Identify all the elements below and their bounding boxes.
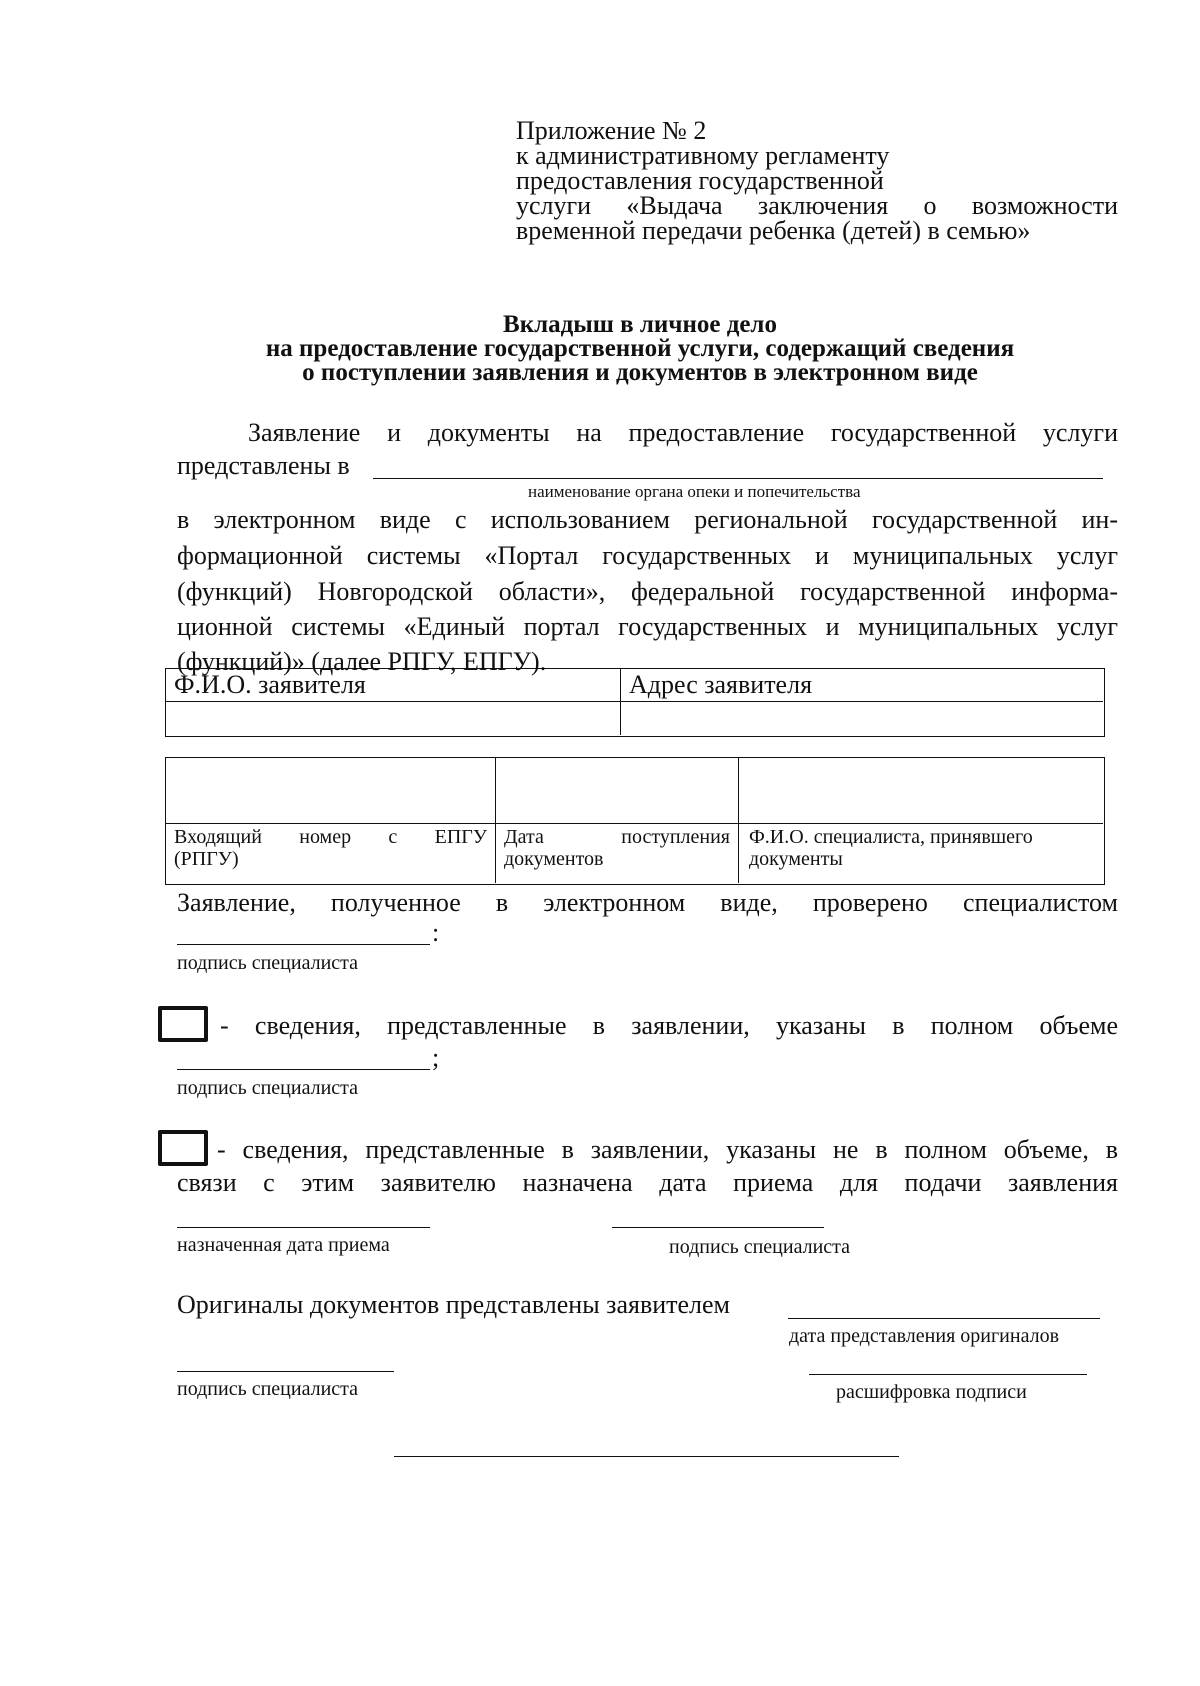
title-line-1: Вкладыш в личное дело — [503, 311, 777, 338]
receipt-table — [165, 757, 1105, 885]
partial-info-signature-line[interactable] — [612, 1227, 824, 1228]
appendix-line-5: временной передачи ребенка (детей) в семью» — [516, 216, 1031, 245]
applicant-table — [165, 668, 1105, 737]
incoming-number-cell[interactable] — [166, 758, 496, 824]
intro-line-3: в электронном виде с использованием региональной государственной ин- — [177, 505, 1118, 534]
intro-line-2-prefix: представлены в — [177, 451, 350, 480]
partial-info-line-2: связи с этим заявителю назначена дата приема для подачи заявления — [177, 1168, 1118, 1197]
originals-decoding-line[interactable] — [809, 1374, 1087, 1375]
full-info-signature-caption: подпись специалиста — [177, 1077, 359, 1099]
appendix-line-3: предоставления государственной — [516, 166, 884, 195]
specialist-name-cell[interactable] — [739, 758, 1103, 824]
intro-line-1: Заявление и документы на предоставление государственной услуги — [248, 418, 1118, 447]
checked-signature-caption: подпись специалиста — [177, 952, 359, 974]
full-info-checkbox[interactable] — [158, 1006, 208, 1042]
title-line-3: о поступлении заявления и документов в электронном виде — [302, 359, 978, 386]
intro-line-6: ционной системы «Единый портал государственных и муниципальных услуг — [177, 612, 1118, 641]
intro-line-5: (функций) Новгородской области», федеральной государственной информа- — [177, 577, 1118, 606]
document-title — [160, 313, 1120, 385]
full-info-signature-line[interactable] — [177, 1069, 430, 1070]
applicant-name-header: Ф.И.О. заявителя — [166, 669, 621, 702]
checked-signature-line[interactable] — [177, 944, 430, 945]
partial-info-line-1: - сведения, представленные в заявлении, указаны не в полном объеме, в — [217, 1135, 1118, 1164]
partial-info-signature-caption: подпись специалиста — [669, 1236, 851, 1258]
checked-statement: Заявление, полученное в электронном виде, проверено специалистом — [177, 888, 1118, 917]
specialist-name-label: Ф.И.О. специалиста, принявшего документы — [749, 826, 1033, 870]
appointed-date-caption: назначенная дата приема — [177, 1234, 390, 1256]
partial-info-checkbox[interactable] — [158, 1130, 208, 1166]
title-line-2: на предоставление государственной услуги, содержащий сведения — [265, 335, 1015, 362]
full-info-text: - сведения, представленные в заявлении, указаны в полном объеме — [220, 1011, 1118, 1040]
closing-separator — [394, 1456, 899, 1457]
authority-name-caption: наименование органа опеки и попечительства — [528, 482, 861, 501]
originals-signature-line[interactable] — [177, 1371, 394, 1372]
originals-statement: Оригиналы документов представлены заявителем — [177, 1290, 731, 1319]
appendix-line-4: услуги «Выдача заключения о возможности — [516, 191, 1118, 220]
incoming-number-label: Входящий номер с ЕПГУ (РПГУ) — [166, 824, 496, 883]
originals-signature-caption: подпись специалиста — [177, 1378, 359, 1400]
authority-name-line[interactable] — [373, 478, 1103, 479]
appendix-block — [516, 118, 1118, 243]
appointed-date-line[interactable] — [177, 1227, 430, 1228]
originals-date-caption: дата представления оригиналов — [789, 1325, 1060, 1347]
applicant-name-cell[interactable] — [166, 702, 621, 735]
originals-date-line[interactable] — [788, 1318, 1100, 1319]
originals-decoding-caption: расшифровка подписи — [836, 1381, 1027, 1403]
intro-line-4: формационной системы «Портал государственных и муниципальных услуг — [177, 541, 1118, 570]
appendix-line-1: Приложение № 2 — [516, 116, 707, 145]
applicant-address-cell[interactable] — [621, 702, 1103, 735]
applicant-address-header: Адрес заявителя — [621, 669, 1103, 702]
appendix-line-2: к административному регламенту — [516, 141, 890, 170]
intro-line-7: (функций)» (далее РПГУ, ЕПГУ). — [177, 647, 547, 676]
receipt-date-label: Дата поступления документов — [496, 824, 739, 883]
receipt-date-cell[interactable] — [496, 758, 739, 824]
full-info-semicolon: ; — [432, 1043, 440, 1072]
checked-colon: : — [432, 918, 440, 947]
